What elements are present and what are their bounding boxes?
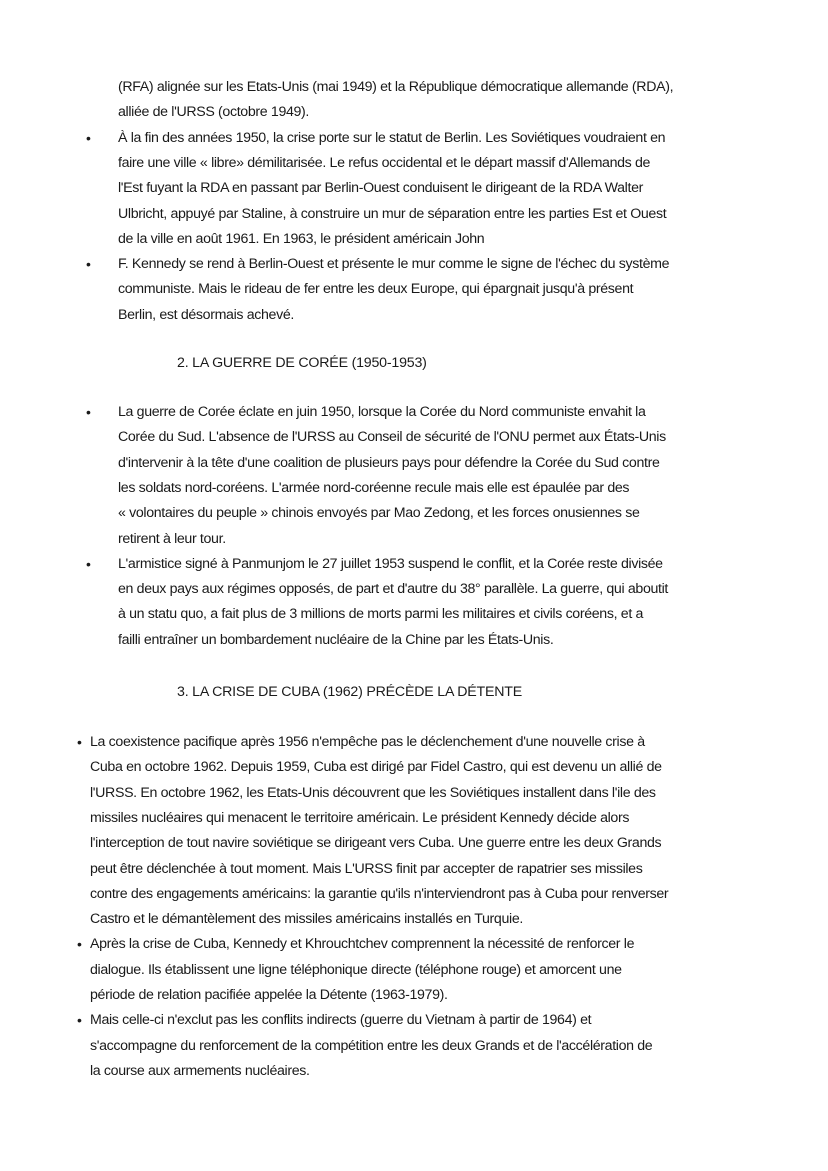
list-item-line: Ulbricht, appuyé par Staline, à construire un mur de séparation entre les parties Est et Ouest — [118, 205, 667, 222]
paragraph-line: alliée de l'URSS (octobre 1949). — [118, 104, 310, 121]
list-item-line: dialogue. Ils établissent une ligne téléphonique directe (téléphone rouge) et amorcent une — [90, 961, 622, 978]
list-item-line: L'armistice signé à Panmunjom le 27 juillet 1953 suspend le conflit, et la Corée reste divisée — [118, 555, 663, 572]
list-item-line: « volontaires du peuple » chinois envoyés par Mao Zedong, et les forces onusiennes se — [118, 505, 640, 522]
list-item-line: La guerre de Corée éclate en juin 1950, lorsque la Corée du Nord communiste envahit la — [118, 404, 646, 420]
bullet-icon: • — [86, 256, 91, 273]
list-item-line: peut être déclenchée à tout moment. Mais L'URSS finit par accepter de rapatrier ses missiles — [90, 860, 643, 877]
list-item-line: période de relation pacifiée appelée la Détente (1963-1979). — [90, 987, 448, 1003]
list-item-line: Cuba en octobre 1962. Depuis 1959, Cuba est dirigé par Fidel Castro, qui est devenu un allié de — [90, 759, 662, 776]
list-item-line: l'URSS. En octobre 1962, les Etats-Unis découvrent que les Soviétiques installent dans l'ile des — [90, 784, 656, 801]
list-item-line: en deux pays aux régimes opposés, de part et d'autre du 38° parallèle. La guerre, qui aboutit — [118, 581, 669, 598]
list-item-line: missiles nucléaires qui menacent le territoire américain. Le président Kennedy décide alors — [90, 809, 630, 826]
list-item-line: d'intervenir à la tête d'une coalition de plusieurs pays pour défendre la Corée du Sud contre — [118, 454, 660, 471]
list-item-line: Mais celle-ci n'exclut pas les conflits indirects (guerre du Vietnam à partir de 1964) et — [90, 1012, 592, 1029]
list-item-line: l'interception de tout navire soviétique se dirigeant vers Cuba. Une guerre entre les deux Grands — [90, 835, 662, 852]
list-item-line: Berlin, est désormais achevé. — [118, 306, 294, 323]
list-item-line: communiste. Mais le rideau de fer entre les deux Europe, qui épargnait jusqu'à présent — [118, 281, 634, 298]
list-item-line: à un statu quo, a fait plus de 3 millions de morts parmi les militaires et civils coréens, et a — [118, 606, 644, 623]
paragraph-line: (RFA) alignée sur les Etats-Unis (mai 1949) et la République démocratique allemande (RDA), — [118, 79, 674, 95]
section-heading-korea: 2. LA GUERRE DE CORÉE (1950-1953) — [177, 355, 427, 371]
list-item-line: faire une ville « libre» démilitarisée. Le refus occidental et le départ massif d'Allemands de — [118, 154, 651, 171]
list-item-line: retirent à leur tour. — [118, 530, 226, 547]
list-item-line: la course aux armements nucléaires. — [90, 1062, 310, 1079]
list-item-line: contre des engagements américains: la garantie qu'ils n'interviendront pas à Cuba pour renverser — [90, 885, 669, 902]
bullet-icon: • — [77, 1012, 82, 1029]
list-item-line: s'accompagne du renforcement de la compétition entre les deux Grands et de l'accélération de — [90, 1037, 653, 1054]
bullet-icon: • — [86, 555, 91, 572]
list-item-line: F. Kennedy se rend à Berlin-Ouest et présente le mur comme le signe de l'échec du système — [118, 256, 670, 273]
bullet-icon: • — [77, 734, 82, 750]
list-item-line: les soldats nord-coréens. L'armée nord-coréenne recule mais elle est épaulée par des — [118, 479, 630, 496]
bullet-icon: • — [86, 404, 91, 420]
bullet-icon: • — [86, 129, 91, 146]
list-item-line: failli entraîner un bombardement nucléaire de la Chine par les États-Unis. — [118, 631, 554, 648]
section-heading-cuba: 3. LA CRISE DE CUBA (1962) PRÉCÈDE LA DÉTENTE — [177, 684, 523, 700]
list-item-line: de la ville en août 1961. En 1963, le président américain John — [118, 230, 485, 247]
list-item-line: Après la crise de Cuba, Kennedy et Khrouchtchev comprennent la nécessité de renforcer le — [90, 936, 635, 953]
list-item-line: À la fin des années 1950, la crise porte sur le statut de Berlin. Les Soviétiques voudraient en — [118, 129, 666, 146]
list-item-line: l'Est fuyant la RDA en passant par Berlin-Ouest conduisent le dirigeant de la RDA Walter — [118, 180, 643, 197]
list-item-line: Corée du Sud. L'absence de l'URSS au Conseil de sécurité de l'ONU permet aux États-Unis — [118, 429, 666, 446]
list-item-line: La coexistence pacifique après 1956 n'empêche pas le déclenchement d'une nouvelle crise à — [90, 734, 645, 750]
bullet-icon: • — [77, 936, 82, 953]
list-item-line: Castro et le démantèlement des missiles américains installés en Turquie. — [90, 911, 523, 928]
